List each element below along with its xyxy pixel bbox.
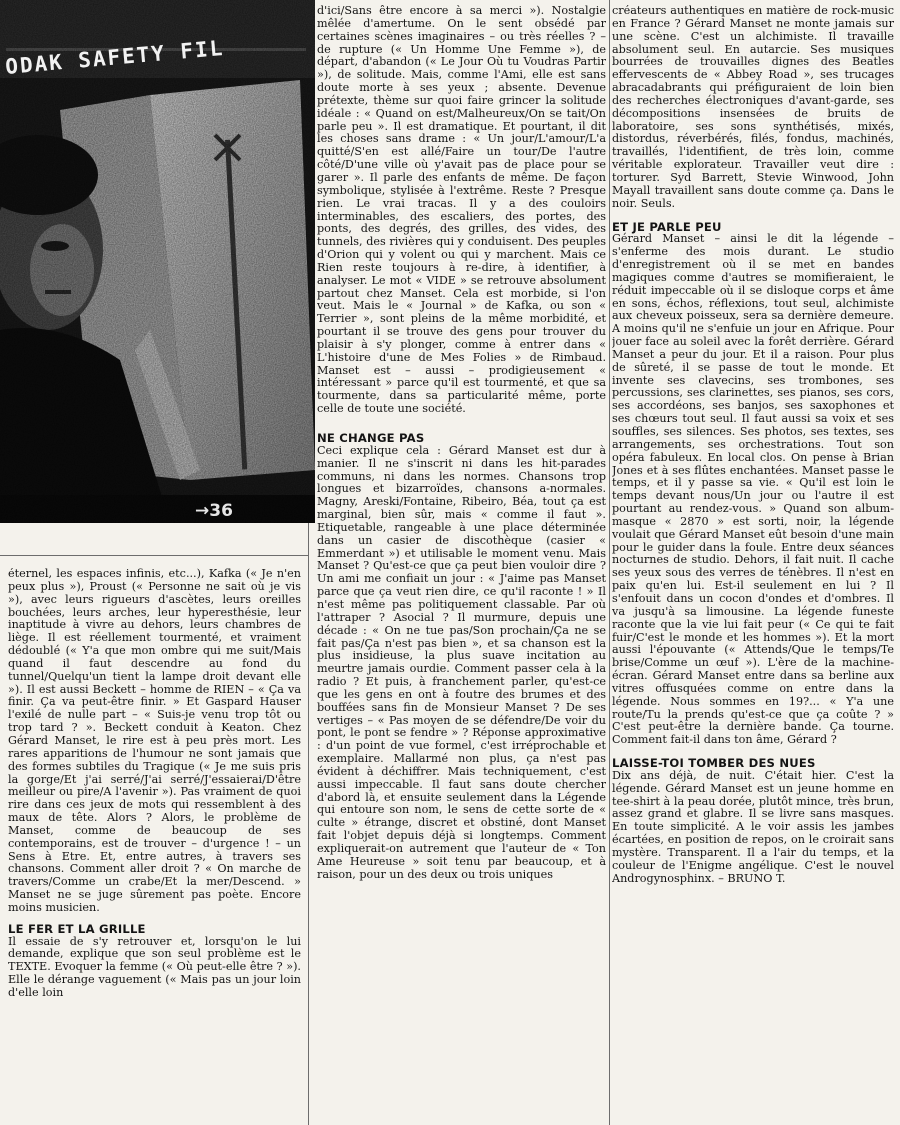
- paragraph: créateurs authentiques en matière de rock-music en France ? Gérard Manset ne monte jamais sur une scène. C'est un alchimiste. Il travaille absolument seul. En autarcie. Ses musiques bourrées de trouvailles dignes des Beatles effervescents de « Abbey Road », ses trucages abracadabrants qui préfiguraient de loin bien des recherches électroniques d'avant-garde, ses décompositions insensées de bruits de laboratoire, ses sons synthétisés, mixés, distordus, réverbérés, filés, fondus, machinés, travaillés, l'identifient, de très loin, comme véritable explorateur. Travailler veut dire : torturer. Syd Barrett, Stevie Winwood, John Mayall travaillent sans doute comme ça. Dans le noir. Seuls.: [612, 5, 894, 210]
- paragraph: d'ici/Sans être encore à sa merci »). Nostalgie mêlée d'amertume. On le sent obsédé par certaines scènes imaginaires – ou très réelles ? – de rupture (« Un Homme Une Femme »), de départ, d'abandon (« Le Jour Où tu Voudras Partir »), de solitude. Mais, comme l'Ami, elle est sans doute morte à ses yeux ; absente. Devenue prétexte, thème sur quoi faire grincer la solitude idéale : « Quand on est/Malheureux/On se tait/On parle peu ». Il est dramatique. Et pourtant, il dit les choses sans drame : « Un jour/L'amour/L'a quitté/S'en est allé/Faire un tour/De l'autre côté/D'une ville où y'avait pas de place pour se garer ». Il parle des enfants de même. De façon symbolique, stylisée à l'extrême. Reste ? Presque rien. Le vrai tracas. Il y a des couloirs interminables, des escaliers, des portes, des ponts, des degrés, des grilles, des vides, des tunnels, des rivières qui y conduisent. Des peuples d'Orion qui y volent ou qui y marchent. Mais ce Rien reste toujours à re-dire, à identifier, à analyser. Le mot « VIDE » se retrouve absolument partout chez Manset. Cela est morbide, si l'on veut. Mais le « Journal » de Kafka, ou son « Terrier », sont pleins de la même morbidité, et pourtant il se trouve des gens pour trouver du plaisir à s'y plonger, comme à entrer dans « L'histoire d'une de Mes Folies » de Rimbaud. Manset est – aussi – prodigieusement « intéressant » parce qu'il est tourmenté, et que sa tourmente, dans sa particularité même, porte celle de toute une société.: [317, 5, 606, 416]
- photo-image: [0, 0, 315, 523]
- paragraph: Ceci explique cela : Gérard Manset est dur à manier. Il ne s'inscrit ni dans les hit-parades communs, ni dans les normes. Chansons trop longues et bizarroïdes, chansons a-normales. Magny, Areski/Fontaine, Ribeiro, Béa, tout ça est marginal, bien sûr, mais « comme il faut ». Etiquetable, rangeable à une place déterminée dans un casier de discothèque (casier « Emmerdant ») et utilisable le moment venu. Mais Manset ? Qu'est-ce que ça peut bien vouloir dire ? Un ami me confiait un jour : « J'aime pas Manset parce que ça veut rien dire, ce qu'il raconte ! » Il n'est même pas politiquement classable. Par où l'attraper ? Asocial ? Il murmure, depuis une décade : « On ne tue pas/Son prochain/Ça ne se fait pas/Ça n'est pas bien », et sa chanson est la plus insidieuse, la plus suave incitation au meurtre jamais ourdie. Comment passer cela à la radio ? Et puis, à franchement parler, qu'est-ce que les gens en ont à foutre des brumes et des bouffées sans fin de Monsieur Manset ? De ses vertiges – « Pas moyen de se défendre/De voir du pont, le pont se fendre » ? Réponse approximative : d'un point de vue formel, c'est irréprochable et exemplaire. Mallarmé non plus, ça n'est pas évident à déchiffrer. Mais techniquement, c'est aussi impeccable. Il faut sans doute chercher d'abord là, et ensuite seulement dans la Légende qui entoure son nom, le sens de cette sorte de « culte » étrange, discret et obstiné, dont Manset fait l'objet depuis déjà si longtemps. Comment expliquerait-on autrement que l'auteur de « Ton Ame Heureuse » soit tenu par beaucoup, et à raison, pour un des deux ou trois uniques: [317, 443, 606, 881]
- section-heading: ET JE PARLE PEU: [612, 219, 722, 234]
- paragraph: Il essaie de s'y retrouver et, lorsqu'on le lui demande, explique que son seul problème est le TEXTE. Evoquer la femme (« Où peut-elle être ? »). Elle le dérange vaguement (« Mais pas un jour loin d'elle loin: [8, 934, 301, 999]
- paragraph: Dix ans déjà, de nuit. C'était hier. C'est la légende. Gérard Manset est un jeune homme en tee-shirt à la peau dorée, plutôt mince, très brun, assez grand et glabre. Il se livre sans masques. En toute simplicité. A le voir assis les jambes écartées, en position de repos, on le croirait sans mystère. Transparent. Il a l'air du temps, et la couleur de l'Enigme angélique. C'est le nouvel Androgynosphinx. – BRUNO T.: [612, 768, 894, 885]
- section-heading: LE FER ET LA GRILLE: [8, 921, 146, 936]
- section-heading: NE CHANGE PAS: [317, 431, 425, 445]
- column-rule-left: [308, 523, 309, 1125]
- paragraph: Gérard Manset – ainsi le dit la légende – s'enferme des mois durant. Le studio d'enregistrement où il se met en bandes magiques comme d'autres se momifieraient, le réduit impeccable où il se disloque corps et âme en sons, échos, réflexions, tout seul, alchimiste aux cheveux poisseux, sera sa dernière demeure. A moins qu'il ne s'enfuie un jour en Afrique. Pour jouer face au soleil avec la forêt derrière. Gérard Manset a peur du jour. Et il a raison. Pour plus de sûreté, il se passe de tout le monde. Et invente ses clavecins, ses trombones, ses percussions, ses clarinettes, ses pianos, ses cors, ses accordéons, ses banjos, ses saxophones et ses chœurs tout seul. Il faut aussi sa voix et ses souffles, ses silences. Ses photos, ses textes, ses arrangements, ses orchestrations. Tout son opéra fabuleux. En local clos. On pense à Brian Jones et à ses flûtes enchantées. Manset passe le temps, et il y passe sa vie. « Qu'il est loin le temps devant nous/Un jour ou l'autre il est pourtant au rendez-vous. » Quand son album-masque « 2870 » est sorti, noir, la légende voulait que Gérard Manset eût besoin d'une main pour le guider dans la foule. Entre deux séances nocturnes de studio. Dehors, il fait nuit. Il cache ses yeux sous des verres de ténèbres. Il n'est en paix qu'en lui. Est-il seulement en lui ? Il s'enfouit dans un cocon d'ondes et d'ombres. Il va jusqu'à sa limousine. La légende funeste raconte que la vie lui fait peur (« Ce qui te fait fuir/C'est le monde et les hommes »). Et la mort aussi l'épouvante (« Attends/Que le temps/Te brise/Comme un œuf »). L'ère de la machine-écran. Gérard Manset entre dans sa berline aux vitres offusquées comme on entre dans la légende. Nous sommes en 19?... « Y'a une route/Tu la prends qu'est-ce que ça coûte ? » C'est peut-être la dernière bande. Ça tourne. Comment fait-il dans ton âme, Gérard ?: [612, 232, 894, 747]
- film-edge-text: ODAK SAFETY FIL: [4, 35, 226, 79]
- photo-rule: [0, 555, 308, 556]
- article-column-2: [317, 5, 606, 1120]
- article-column-3: [612, 5, 894, 1120]
- film-frame-number: →36: [195, 501, 233, 521]
- column-rule-right: [609, 0, 610, 1125]
- paragraph: éternel, les espaces infinis, etc...), Kafka (« Je n'en peux plus »), Proust (« Personne ne sait où je vis »), avec leurs rigueurs d'ascètes, leurs oreilles bouchées, leurs arches, leur hyperesthésie, leur inaptitude à vivre au dehors, leurs chambres de liège. Il est réellement tourmenté, et vraiment dédoublé (« Y'a que mon ombre qui me suit/Mais quand il faut descendre au fond du tunnel/Quelqu'un tient la lampe droit devant elle »). Il est aussi Beckett – homme de RIEN – « Ça va finir. Ça va peut-être finir. » Et Gaspard Hauser l'exilé de nulle part – « Suis-je venu trop tôt ou trop tard ? ». Beckett conduit à Keaton. Chez Gérard Manset, le rire est à peu près mort. Les rares apparitions de l'humour ne sont jamais que des formes subtiles du Tragique (« Je me suis pris la gorge/Et j'ai serré/J'ai serré/J'essaierai/D'être meilleur ou pire/A l'avenir »). Pas vraiment de quoi rire dans ces jeux de mots qui ressemblent à des maux de tête. Alors ? Alors, le problème de Manset, comme de beaucoup de ses contemporains, est de trouver – d'urgence ! – un Sens à Etre. Et, entre autres, à travers ses chansons. Comment aller droit ? « On marche de travers/Comme un crabe/Et la mer/Descend. » Manset ne se juge sûrement pas poète. Encore moins musicien.: [8, 568, 301, 914]
- article-photo: [0, 0, 315, 523]
- article-column-1: [8, 568, 301, 1120]
- section-heading: LAISSE-TOI TOMBER DES NUES: [612, 756, 816, 771]
